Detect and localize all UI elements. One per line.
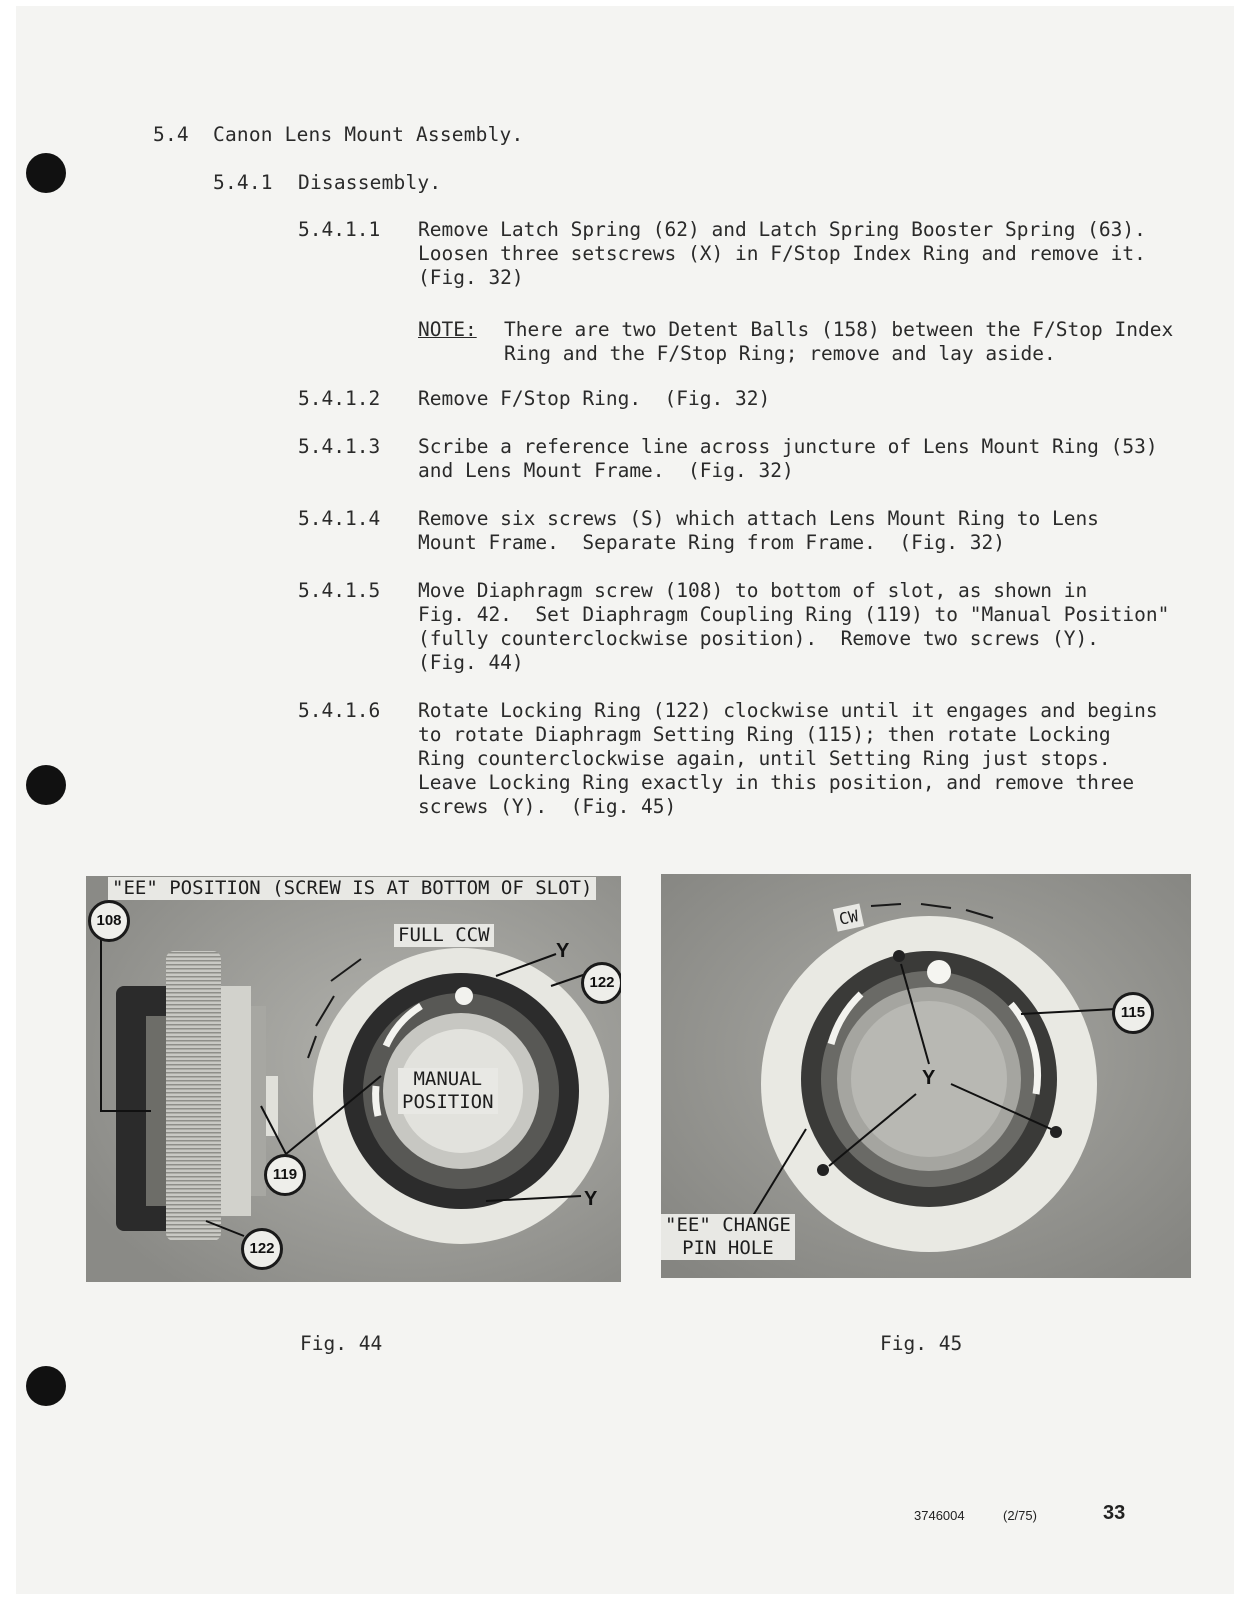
- footer-date: (2/75): [1003, 1508, 1037, 1523]
- fig45-callout-115: 115: [1112, 992, 1154, 1034]
- step-number: 5.4.1.4: [298, 507, 381, 530]
- subsection-title: Disassembly.: [298, 171, 442, 194]
- step-number: 5.4.1.2: [298, 387, 381, 410]
- fig44-full-ccw-label: FULL CCW: [394, 924, 494, 947]
- binder-hole-top: [26, 153, 66, 193]
- fig45-photo: [661, 874, 1191, 1278]
- fig45-ee-change-label: "EE" CHANGE PIN HOLE: [661, 1214, 795, 1260]
- step-text: Scribe a reference line across juncture of Lens Mount Ring (53) and Lens Mount Frame. (Fig. 32): [418, 435, 1158, 482]
- step-text: Remove Latch Spring (62) and Latch Spring Booster Spring (63). Loosen three setscrews (X) in F/Stop Index Ring and remove it. (Fig. 32): [418, 218, 1146, 289]
- subsection-number: 5.4.1: [213, 171, 273, 194]
- binder-hole-bottom: [26, 1366, 66, 1406]
- step-text: Move Diaphragm screw (108) to bottom of slot, as shown in Fig. 42. Set Diaphragm Coupling Ring (119) to "Manual Position" (fully counterclockwise position). Remove two screws (Y). (Fig. 44): [418, 579, 1170, 674]
- section-title: Canon Lens Mount Assembly.: [213, 123, 524, 146]
- step-number: 5.4.1.3: [298, 435, 381, 458]
- fig44-illustration: [86, 876, 621, 1282]
- fig45-y-label: Y: [922, 1067, 936, 1089]
- page-number: 33: [1103, 1502, 1126, 1524]
- fig44-y-label: Y: [584, 1188, 598, 1210]
- fig44-callout-122: 122: [241, 1228, 283, 1270]
- step-text: Remove F/Stop Ring. (Fig. 32): [418, 387, 771, 410]
- fig44-callout-119: 119: [264, 1154, 306, 1196]
- note-label: NOTE:: [418, 318, 477, 341]
- section-number: 5.4: [153, 123, 189, 146]
- fig44-callout-122: 122: [581, 962, 621, 1004]
- step-text: Rotate Locking Ring (122) clockwise until it engages and begins to rotate Diaphragm Setting Ring (115); then rotate Locking Ring counterclockwise again, until Setting Ring just stops. Leave Locking Ring exactly in this position, and remove three screws (Y). (Fig. 45): [418, 699, 1158, 818]
- fig44-y-label: Y: [556, 940, 570, 962]
- binder-hole-middle: [26, 765, 66, 805]
- step-number: 5.4.1.1: [298, 218, 381, 241]
- fig44-caption: Fig. 44: [300, 1332, 383, 1355]
- fig44-manual-position-label: MANUAL POSITION: [398, 1068, 498, 1114]
- fig45-cw-label: CW: [833, 903, 864, 931]
- step-number: 5.4.1.5: [298, 579, 381, 602]
- note-text: There are two Detent Balls (158) between the F/Stop Index Ring and the F/Stop Ring; remove and lay aside.: [504, 318, 1174, 365]
- step-text: Remove six screws (S) which attach Lens Mount Ring to Lens Mount Frame. Separate Ring from Frame. (Fig. 32): [418, 507, 1099, 554]
- footer-doc-code: 3746004: [914, 1508, 965, 1523]
- step-number: 5.4.1.6: [298, 699, 381, 722]
- fig44-ee-position-label: "EE" POSITION (SCREW IS AT BOTTOM OF SLOT): [108, 877, 596, 900]
- fig44-callout-108: 108: [88, 900, 130, 942]
- fig45-caption: Fig. 45: [880, 1332, 963, 1355]
- fig44-photo: [86, 876, 621, 1282]
